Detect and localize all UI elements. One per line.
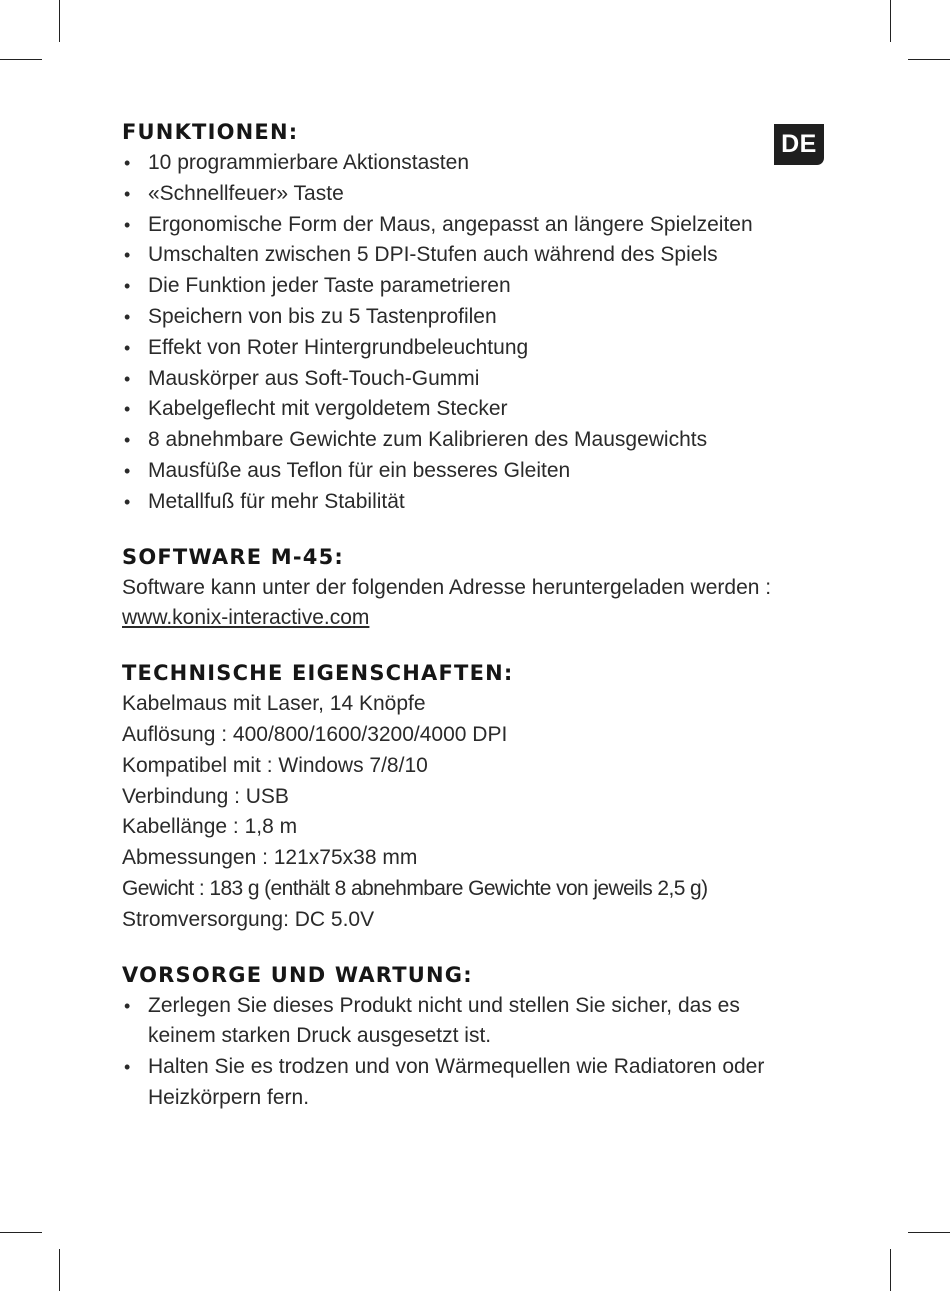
- bullet-icon: •: [124, 1057, 131, 1078]
- bullet-icon: •: [124, 399, 131, 420]
- bullet-icon: •: [124, 214, 131, 235]
- bullet-icon: •: [124, 153, 131, 173]
- section-heading-vorsorge: VORSORGE UND WARTUNG:: [122, 962, 473, 987]
- crop-mark-top-right-vertical: [890, 0, 891, 42]
- crop-mark-top-right-horizontal: [908, 59, 950, 60]
- list-item: • Halten Sie es trodzen und von Wärmequellen wie Radiatoren oder Heizkörpern fern.: [122, 1052, 822, 1114]
- bullet-icon: •: [124, 183, 131, 204]
- list-item: • Umschalten zwischen 5 DPI-Stufen auch während des Spiels: [122, 240, 822, 271]
- spec-line: Gewicht : 183 g (enthält 8 abnehmbare Gewichte von jeweils 2,5 g): [122, 876, 708, 900]
- section-software: [122, 541, 822, 635]
- list-item: • Die Funktion jeder Taste parametrieren: [122, 271, 822, 302]
- list-item: • Speichern von bis zu 5 Tastenprofilen: [122, 302, 822, 333]
- spec-line: Kabellänge : 1,8 m: [122, 815, 298, 839]
- crop-mark-bottom-right-vertical: [890, 1249, 891, 1291]
- bullet-icon: •: [124, 460, 131, 481]
- spec-line: Auflösung : 400/800/1600/3200/4000 DPI: [122, 722, 508, 746]
- care-list: [122, 991, 822, 1114]
- document-content: [122, 116, 822, 1137]
- section-heading-software: SOFTWARE M-45:: [122, 544, 344, 569]
- spec-line: Kabelmaus mit Laser, 14 Knöpfe: [122, 692, 426, 716]
- spec-line: Verbindung : USB: [122, 784, 289, 808]
- list-item: • 8 abnehmbare Gewichte zum Kalibrieren des Mausgewichts: [122, 425, 822, 456]
- software-description: Software kann unter der folgenden Adresse heruntergeladen werden :: [122, 575, 772, 599]
- language-badge: DE: [774, 124, 824, 165]
- section-funktionen: [122, 116, 822, 518]
- section-heading-technische: TECHNISCHE EIGENSCHAFTEN:: [122, 661, 514, 686]
- bullet-icon: •: [124, 995, 131, 1016]
- section-heading-funktionen: FUNKTIONEN:: [122, 120, 299, 144]
- crop-mark-top-left-vertical: [59, 0, 60, 42]
- section-vorsorge: [122, 959, 822, 1114]
- bullet-icon: •: [124, 306, 131, 327]
- list-item: • Ergonomische Form der Maus, angepasst an längere Spielzeiten: [122, 210, 822, 241]
- crop-mark-bottom-right-horizontal: [908, 1232, 950, 1233]
- feature-list: [122, 148, 822, 518]
- bullet-icon: •: [124, 245, 131, 266]
- crop-mark-top-left-horizontal: [0, 59, 42, 60]
- list-item: • Mausfüße aus Teflon für ein besseres Gleiten: [122, 456, 822, 487]
- bullet-icon: •: [124, 368, 131, 389]
- spec-line: Stromversorgung: DC 5.0V: [122, 907, 375, 931]
- section-technische-eigenschaften: [122, 657, 822, 935]
- list-item: • Kabelgeflecht mit vergoldetem Stecker: [122, 394, 822, 425]
- bullet-icon: •: [124, 276, 131, 297]
- crop-mark-bottom-left-horizontal: [0, 1232, 42, 1233]
- list-item: • Effekt von Roter Hintergrundbeleuchtung: [122, 333, 822, 364]
- crop-mark-bottom-left-vertical: [59, 1249, 60, 1291]
- list-item: • 10 programmierbare Aktionstasten: [122, 148, 822, 179]
- list-item: • Zerlegen Sie dieses Produkt nicht und stellen Sie sicher, das es keinem starken Druck ausgesetzt ist.: [122, 991, 822, 1053]
- list-item: • «Schnellfeuer» Taste: [122, 179, 822, 210]
- list-item: • Mauskörper aus Soft-Touch-Gummi: [122, 364, 822, 395]
- list-item: • Metallfuß für mehr Stabilität: [122, 487, 822, 518]
- bullet-icon: •: [124, 430, 131, 451]
- spec-line: Abmessungen : 121x75x38 mm: [122, 846, 418, 870]
- download-link[interactable]: www.konix-interactive.com: [122, 606, 370, 630]
- bullet-icon: •: [124, 337, 131, 358]
- spec-line: Kompatibel mit : Windows 7/8/10: [122, 753, 428, 777]
- bullet-icon: •: [124, 491, 131, 512]
